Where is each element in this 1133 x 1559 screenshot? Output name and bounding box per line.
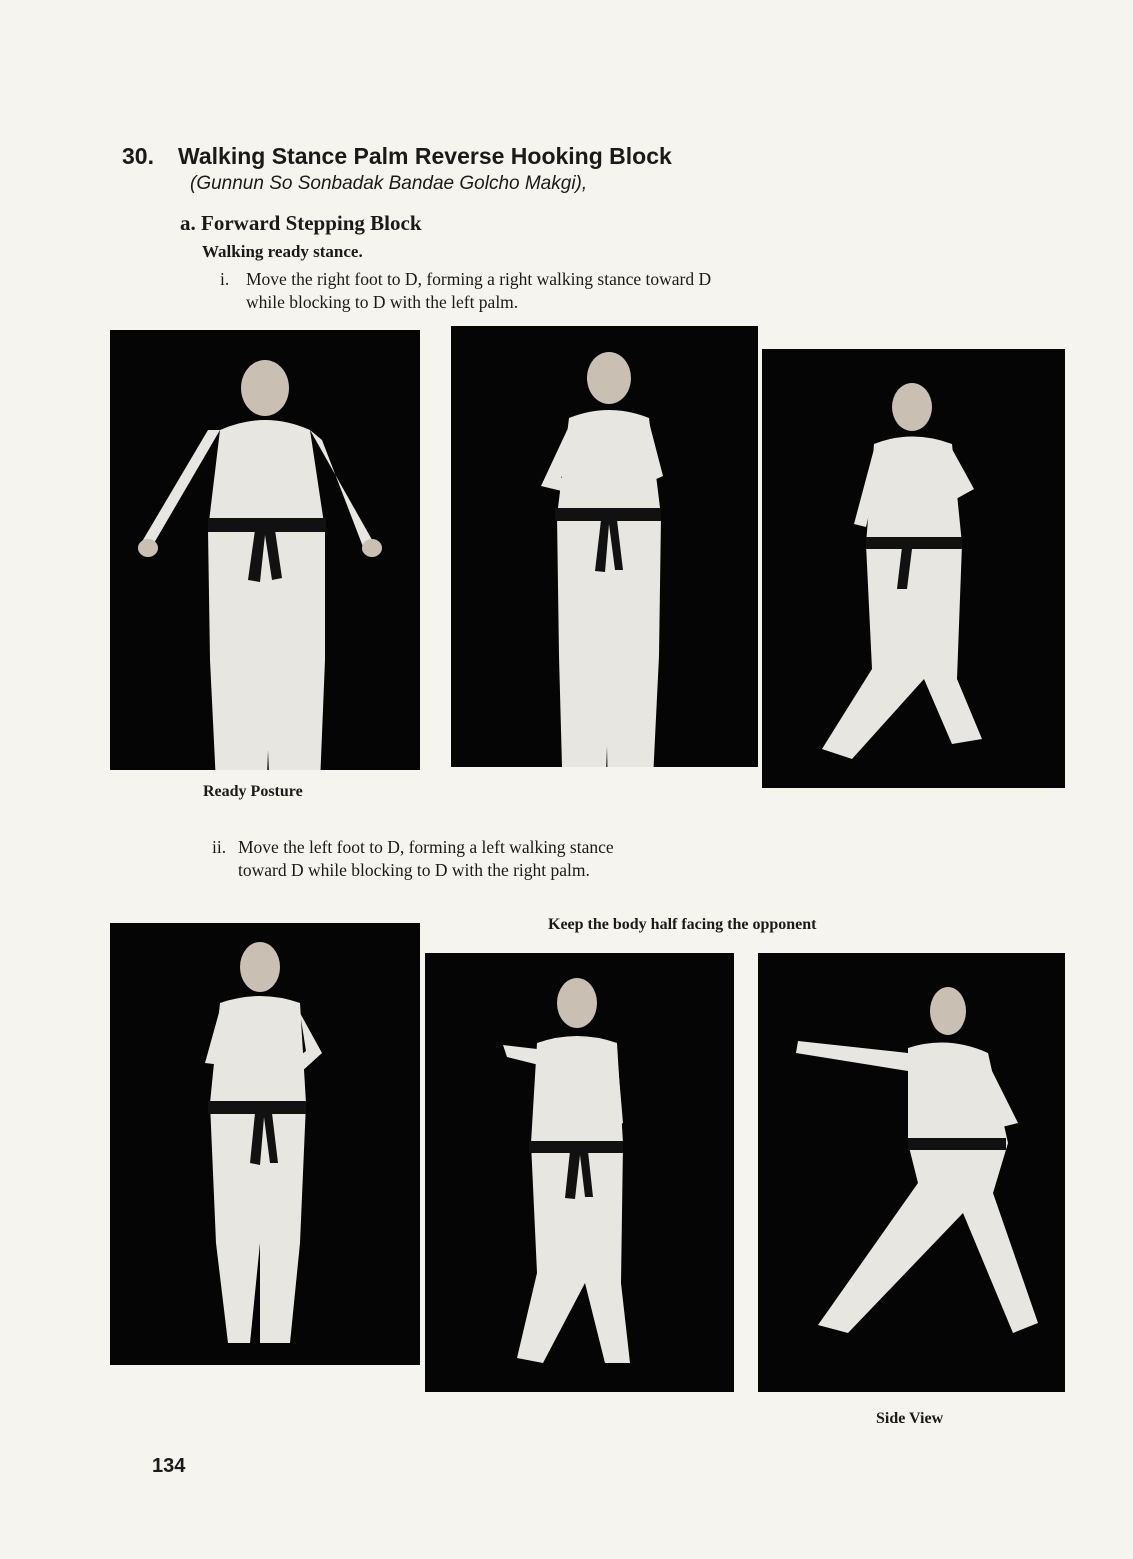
section-title: Walking Stance Palm Reverse Hooking Block — [178, 143, 672, 169]
caption-ready-posture: Ready Posture — [203, 783, 303, 800]
step-ii — [212, 836, 614, 882]
photo-step-ii-front-2 — [425, 953, 734, 1392]
photo-step-i-front — [451, 326, 758, 767]
figure-front-block-left — [451, 326, 758, 767]
step-ii-label: ii. — [212, 837, 227, 857]
photo-ready-posture — [110, 330, 420, 770]
photo-step-ii-front-1 — [110, 923, 420, 1365]
step-i-line1: Move the right foot to D, forming a right walking stance toward D — [246, 269, 712, 289]
step-i — [220, 268, 711, 314]
photo-step-ii-side-view — [758, 953, 1065, 1392]
step-ii-line2: toward D while blocking to D with the right palm. — [238, 860, 590, 880]
photo-step-i-angle — [762, 349, 1065, 788]
figure-side-stance — [758, 953, 1065, 1392]
section-number: 30. — [122, 143, 154, 169]
step-i-line2: while blocking to D with the left palm. — [246, 292, 519, 312]
step-ii-line1: Move the left foot to D, forming a left walking stance — [238, 837, 614, 857]
ready-stance-text: Walking ready stance. — [202, 242, 363, 261]
figure-walking-stance — [762, 349, 1065, 788]
page-number: 134 — [152, 1455, 186, 1477]
figure-front-ready — [110, 330, 420, 770]
figure-walking-stance-right — [425, 953, 734, 1392]
section-subtitle: (Gunnun So Sonbadak Bandae Golcho Makgi), — [190, 173, 588, 194]
subsection-title: a. Forward Stepping Block — [180, 211, 422, 235]
figure-front-block-right — [110, 923, 420, 1365]
caption-keep-body-half-facing: Keep the body half facing the opponent — [548, 916, 817, 933]
step-i-label: i. — [220, 269, 230, 289]
caption-side-view: Side View — [876, 1410, 944, 1427]
